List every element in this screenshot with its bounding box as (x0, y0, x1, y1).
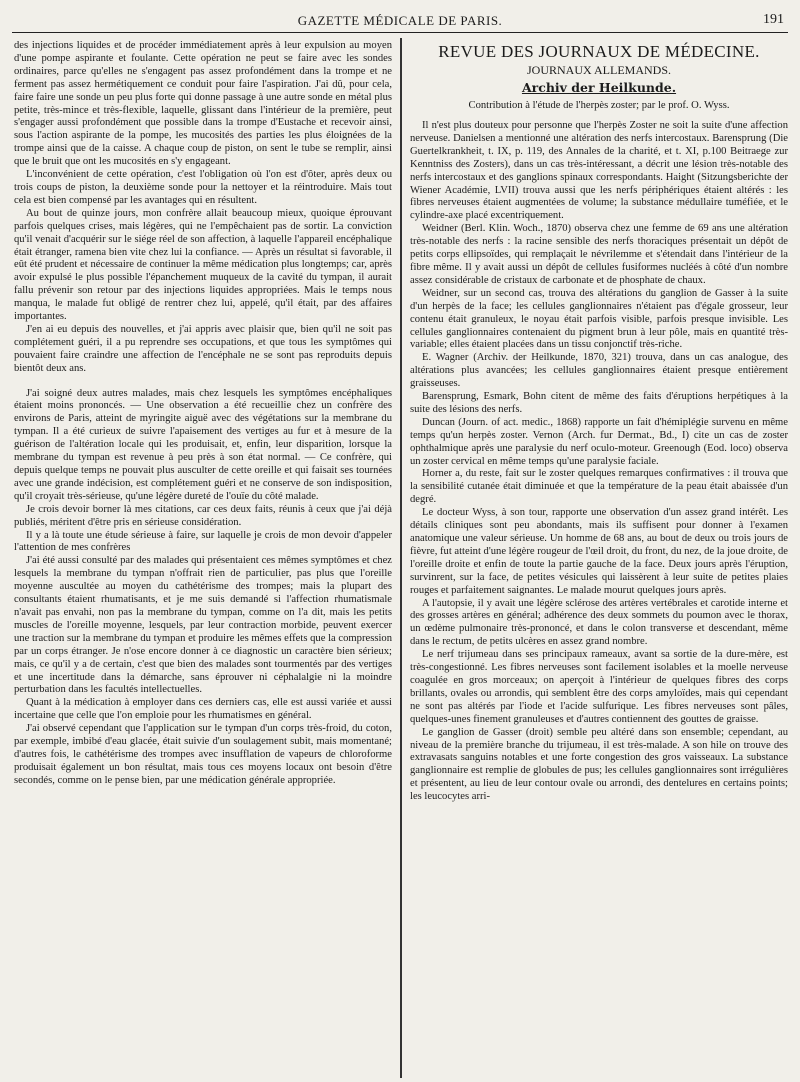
running-title: GAZETTE MÉDICALE DE PARIS. (297, 13, 503, 28)
column-divider (400, 38, 402, 1078)
section-gap (14, 376, 392, 388)
section-title: REVUE DES JOURNAUX DE MÉDECINE. (438, 42, 760, 61)
page-header (12, 8, 788, 33)
journal-name: Archiv der Heilkunde. (521, 80, 677, 95)
paragraph: Le ganglion de Gasser (droit) semble peu altéré dans son ensemble; cependant, au niveau de la première branche du trijumeau, il est très-malade. A son hile on trouve des extravasats sanguins notables et une forte congestion des gros vaisseaux. La substance ganglionnaire est remplie de globules de pus; les cellules ganglionnaires sont irrégulières et présentent, au lieu de leur contour ovale ou arrondi, des dentelures en certains points; les leucocytes arri- (410, 726, 788, 803)
paragraph: des injections liquides et de procéder immédiatement après à leur expulsion au moyen d'une pompe aspirante et foulante. Cette opération ne peut se faire avec les sondes ordinaires, parce qu'elles ne s'engagent pas assez profondément dans la trompe et ne ferment pas assez hermétiquement ce conduit pour faire l'aspiration. J'ai dû, pour cela, faire faire une sonde un peu plus forte qui donne passage à une autre sonde en métal plus petite, très-mince et très-flexible, laquelle, glissant dans l'intérieur de la première, peut s'engager aussi profondément que possible dans la trompe d'Eustache et recevoir ainsi, sous l'action aspirante de la pompe, les mucosités des parties les plus éloignées de la trompe ainsi que de la caisse. A chaque coup de piston, on sent le tube se remplir, ainsi que le bruit que ont les mucosités en s'y engageant. (14, 40, 392, 168)
paragraph: Le docteur Wyss, à son tour, rapporte une observation d'un assez grand intérêt. Les détails cliniques sont peu abondants, mais ils suffisent pour donner à l'examen anatomique une valeur sérieuse. Un homme de 68 ans, au bout de deux ou trois jours de fièvre, fut atteint d'une légère rougeur de l'œil droit, du front, du nez, de la joue droite, de l'oreille droite et enfin de toute la partie gauche de la face. Deux jours après l'éruption, survinrent, sur la face, de petites vésicules qui laissèrent à leur suite de petites plaies rouges et parfaitement saignantes. Le malade mourut quelques jours après. (410, 507, 788, 596)
paragraph: Duncan (Journ. of act. medic., 1868) rapporte un fait d'hémiplégie survenu en même temps qu'un herpès zoster. Vernon (Arch. fur Dermat., Bd., I) cite un cas de zoster ophthalmique après une paralysie du nerf oculo-moteur. Greenough (Eod. loco) observa un zoster cervical en même temps qu'une paralysie faciale. (410, 416, 788, 467)
paragraph: Barensprung, Esmark, Bohn citent de même des faits d'éruptions herpétiques à la suite des lésions des nerfs. (410, 391, 788, 415)
paragraph: Le nerf trijumeau dans ses principaux rameaux, avant sa sortie de la dure-mère, est très-congestionné. Les fibres nerveuses sont facilement isolables et la moelle nerveuse coagulée en gros morceaux; on aperçoit à l'intérieur de quelques fibres des corps brillants, ovales ou arrondis, qui semblent être des corps amyloïdes, mais qui cependant ne sont pas altérés par l'iode et l'acide sulfurique. Les fibres nerveuses sont pâles, quelques-unes finement granuleuses et d'autres contiennent des gouttes de graisse. (410, 649, 788, 725)
paragraph: Weidner (Berl. Klin. Woch., 1870) observa chez une femme de 69 ans une altération très-notable des nerfs : la racine sensible des nerfs thoraciques présentait un dépôt de petits corps ellipsoïdes, qui remplaçait le névrilemme et s'étendait dans l'intérieur de la fibre même. Il y avait aussi un dépôt de cellules fusiformes nucléés à côté d'un nombre assez considérable de cristaux de carbonate et de phosphate de chaux. (410, 223, 788, 286)
paragraph: J'ai soigné deux autres malades, mais chez lesquels les symptômes encéphaliques étaient moins prononcés. — Une observation a été recueillie chez un confrère des environs de Paris, atteint de myringite aiguë avec des végétations sur la membrane du tympan. Il a été curieux de suivre l'apaisement des vertiges au fur et à mesure de la guérison de l'altération locale qui les produisait, et, enfin, leur disparition, lorsque la membrane du tympan est revenue à peu près à son état normal. — Ce confrère, qui depuis quelque temps ne pouvait plus ausculter de cette oreille et qui faisait ses tournées avec une grande indécision, est complétement guéri et ne conserve de son indisposition, qu'il croyait très-sérieuse, qu'une légère dureté de l'ouïe du côté malade. (14, 387, 392, 502)
paragraph: J'ai observé cependant que l'application sur le tympan d'un corps très-froid, du coton, par exemple, imbibé d'eau glacée, était suivie d'un soulagement subit, mais momentané; d'autres fois, le cathétérisme des trompes avec insufflation de vapeurs de chloroforme produisait également un bon résultat, mais tous ces moyens locaux ont besoin d'être secondés, comme on le pense bien, par une médication générale appropriée. (14, 723, 392, 786)
paragraph: Quant à la médication à employer dans ces derniers cas, elle est aussi variée et aussi incertaine que celle que l'on emploie pour les rhumatismes en général. (14, 697, 392, 722)
paragraph: A l'autopsie, il y avait une légère sclérose des artères vertébrales et carotide interne et des grosses artères en général; adhérence des deux sommets du poumon avec le thorax, un œdème pulmonaire très-prononcé, et dans le colon transverse et descendant, même dans le rectum, de petits ulcères en assez grand nombre. (410, 597, 788, 648)
paragraph: Il y a là toute une étude sérieuse à faire, sur laquelle je crois de mon devoir d'appeler l'attention de mes confrères (14, 529, 392, 554)
section-subtitle: JOURNAUX ALLEMANDS. (526, 63, 671, 77)
paragraph: E. Wagner (Archiv. der Heilkunde, 1870, 321) trouva, dans un cas analogue, des altérations plus avancées; les cellules ganglionnaires étaient presque entièrement graisseuses. (410, 352, 788, 390)
article-title: Contribution à l'étude de l'herpès zoster; par le prof. O. Wyss. (468, 100, 730, 111)
paragraph: Au bout de quinze jours, mon confrère allait beaucoup mieux, quoique éprouvant parfois quelques crises, mais légères, qui ne l'empêchaient pas de sortir. La conviction qu'il venait d'acquérir sur le siége réel de son affection, à laquelle l'appareil encéphalique était étranger, ramena bien vite chez lui la confiance. — Après un résultat si favorable, il eût été prudent et nécessaire de continuer la même médication plus longtemps; car, après avoir expulsé le plus possible l'épanchement muqueux de la cavité du tympan, il aurait fallu prévenir son retour par des injections liquides appropriées. Mais le temps nous manqua, le malade fut obligé de rentrer chez lui, appelé, qu'il était, par des affaires importantes. (14, 207, 392, 323)
paragraph: J'ai été aussi consulté par des malades qui présentaient ces mêmes symptômes et chez lesquels la membrane du tympan n'offrait rien de particulier, pas plus que l'oreille moyenne auscultée au moyen du cathétérisme des trompes; mais la plupart des consultants étaient rhumatisants, et je me suis demandé si l'affection rhumatismale n'avait pas envahi, non pas la membrane du tympan, comme on l'a dit, mais les petits muscles de l'oreille moyenne, lesquels, par leur contraction morbide, peuvent exercer une traction sur la membrane du tympan et produire les mêmes effets que la compression par un corps étranger. Je n'ose encore donner à ce diagnostic un caractère bien sérieux; mais, ce qu'il y a de certain, c'est que bien des malades sont tourmentés par des vertiges et une incertitude dans la démarche, sans éprouver ni céphalalgie ni la moindre perturbation dans les facultés intellectuelles. (14, 555, 392, 696)
left-column (14, 40, 392, 1080)
paragraph: Il n'est plus douteux pour personne que l'herpès Zoster ne soit la suite d'une affection nerveuse. Danielsen a mentionné une altération des nerfs intercostaux. Barensprung (Die Guertelkrankheit, t. IX, p. 119, des Annales de la charité, et t. XI, p.100 Beitraege zur Kenntniss des Zosters), dans un cas très-intéressant, a décrit une lésion très-notable des nerfs intercostaux et des ganglions spinaux correspondants. Haight (Sitzungsberichte der Wiener Académie, LVII) trouva aussi que les nerfs périphériques étaient altérés : les fibres nerveuses étaient augmentées de volume; la substance médullaire tuméfiée, et le cylindre-axe placé excentriquement. (410, 120, 788, 222)
paragraph: Weidner, sur un second cas, trouva des altérations du ganglion de Gasser à la suite d'un herpès de la face; les cellules ganglionnaires n'étaient pas d'égale grosseur, leur contenu était granuleux, le noyau était parfois visible, parfois presque invisible. Les cellules ganglionnaires contenaient du pigment brun à leur pôle, mais en quantité très-variable; elles étaient placées dans un tissu conjonctif très-riche. (410, 287, 788, 351)
paragraph: J'en ai eu depuis des nouvelles, et j'ai appris avec plaisir que, bien qu'il ne soit pas complétement guéri, il a pu reprendre ses occupations, et que tous les symptômes qui pouvaient faire craindre une affection de l'encéphale ne se sont pas reproduits depuis bientôt deux ans. (14, 323, 392, 374)
right-column (410, 40, 788, 1080)
paragraph: Je crois devoir borner là mes citations, car ces deux faits, réunis à ceux que j'ai déjà publiés, méritent d'être pris en sérieuse considération. (14, 503, 392, 528)
paragraph: L'inconvénient de cette opération, c'est l'obligation où l'on est d'ôter, après deux ou trois coups de piston, la deuxième sonde pour la nettoyer et la réintroduire. Mais tout cela est bien compensé par les avantages qui en résultent. (14, 169, 392, 206)
page-number: 191 (763, 12, 784, 27)
paragraph: Horner a, du reste, fait sur le zoster quelques remarques confirmatives : il trouva que la sensibilité cutanée était diminuée et que la température de la peau était abaissée d'un degré. (410, 468, 788, 506)
